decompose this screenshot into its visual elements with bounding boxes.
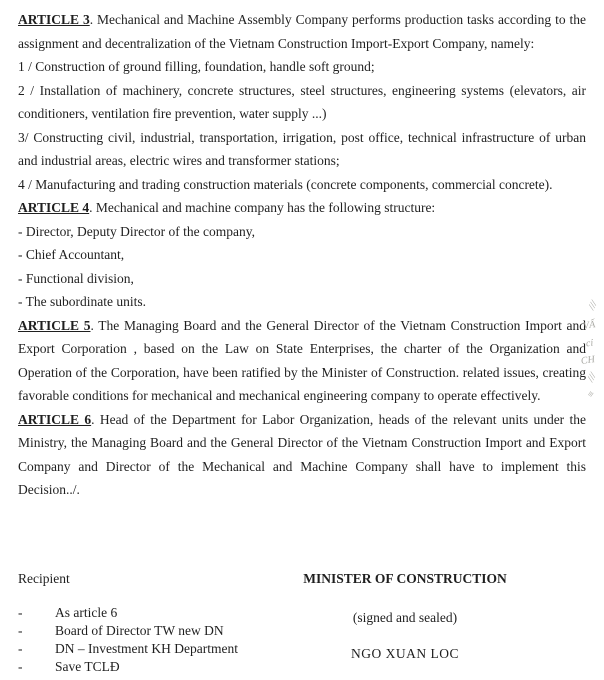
article-6-heading: ARTICLE 6 bbox=[18, 411, 92, 427]
edge-mark-text: cỉ bbox=[585, 337, 594, 350]
edge-mark-scribble: ≡ bbox=[585, 388, 599, 401]
recipient-item-text: Board of Director TW new DN bbox=[55, 623, 224, 638]
structure-item-1-text: - Director, Deputy Director of the company, bbox=[18, 223, 255, 239]
list-item bbox=[18, 640, 285, 658]
dash-bullet: - bbox=[18, 659, 23, 674]
structure-item-2 bbox=[18, 243, 586, 267]
article-3-heading: ARTICLE 3 bbox=[18, 12, 90, 27]
task-item-3-text: 3/ Constructing civil, industrial, transportation, irrigation, post office, technical infrastructure of urban and industrial areas, electric wires and transformer stations; bbox=[18, 129, 586, 168]
article-3-text: . Mechanical and Machine Assembly Company performs production tasks according to the assignment and decentralization of the Vietnam Construction Import-Export Company, namely: bbox=[18, 12, 586, 51]
recipient-column bbox=[18, 570, 285, 676]
article-4-paragraph bbox=[18, 196, 586, 220]
structure-item-4 bbox=[18, 290, 586, 314]
article-3-paragraph bbox=[18, 8, 586, 55]
article-5-heading: ARTICLE 5 bbox=[18, 317, 91, 333]
task-item-4-text: 4 / Manufacturing and trading construction materials (concrete components, commercial concrete). bbox=[18, 176, 553, 192]
article-5-paragraph bbox=[18, 314, 586, 408]
structure-item-1 bbox=[18, 220, 586, 244]
structure-item-3-text: - Functional division, bbox=[18, 270, 134, 286]
structure-item-2-text: - Chief Accountant, bbox=[18, 247, 125, 262]
task-item-1-text: 1 / Construction of ground filling, foundation, handle soft ground; bbox=[18, 59, 375, 74]
recipient-item-text: DN – Investment KH Department bbox=[55, 641, 238, 656]
list-item bbox=[18, 658, 285, 676]
article-4-text: . Mechanical and machine company has the following structure: bbox=[89, 200, 436, 215]
article-5-text: . The Managing Board and the General Director of the Vietnam Construction Import and Export Corporation , based on the Law on State Enterprises, the charter of the Organization and Operation of the Corporation, have been ratified by the Minister of Construction. related issues, creating favorable conditions for mechanical and mechanical engineering company to operate effectively. bbox=[18, 317, 587, 403]
article-4-heading: ARTICLE 4 bbox=[18, 200, 90, 215]
signer-name: NGO XUAN LOC bbox=[351, 646, 459, 661]
minister-title: MINISTER OF CONSTRUCTION bbox=[303, 571, 507, 586]
edge-mark-text: CH bbox=[580, 354, 596, 367]
edge-mark-scribble: /// bbox=[585, 371, 599, 384]
task-item-2-text: 2 / Installation of machinery, concrete structures, steel structures, engineering systems (elevators, air conditioners, ventilation fire prevention, water supply ...) bbox=[18, 82, 586, 121]
dash-bullet: - bbox=[18, 641, 23, 656]
task-item-3 bbox=[18, 126, 586, 173]
task-item-2 bbox=[18, 79, 586, 126]
signature-block bbox=[18, 570, 586, 676]
task-item-4 bbox=[18, 173, 586, 197]
article-6-paragraph bbox=[18, 408, 586, 502]
article-6-text: . Head of the Department for Labor Organization, heads of the relevant units under the Ministry, the Managing Board and the General Director of the Vietnam Construction Import and Export Company and Director of the Mechanical and Machine Company shall have to implement this Decision../. bbox=[18, 411, 586, 497]
signed-sealed-note: (signed and sealed) bbox=[352, 610, 458, 625]
recipient-item-text: Save TCLĐ bbox=[55, 659, 120, 674]
structure-item-3 bbox=[18, 267, 586, 291]
task-item-1 bbox=[18, 55, 586, 79]
dash-bullet: - bbox=[18, 605, 23, 620]
list-item bbox=[18, 622, 285, 640]
recipient-list bbox=[18, 604, 285, 676]
recipient-item-text: As article 6 bbox=[55, 605, 118, 620]
edge-mark-scribble: /// bbox=[586, 299, 600, 312]
structure-item-4-text: - The subordinate units. bbox=[18, 294, 146, 309]
minister-column bbox=[285, 570, 525, 676]
recipient-label: Recipient bbox=[18, 571, 70, 586]
dash-bullet: - bbox=[18, 623, 23, 638]
edge-mark-text: VẤ bbox=[582, 319, 596, 332]
list-item bbox=[18, 604, 285, 622]
